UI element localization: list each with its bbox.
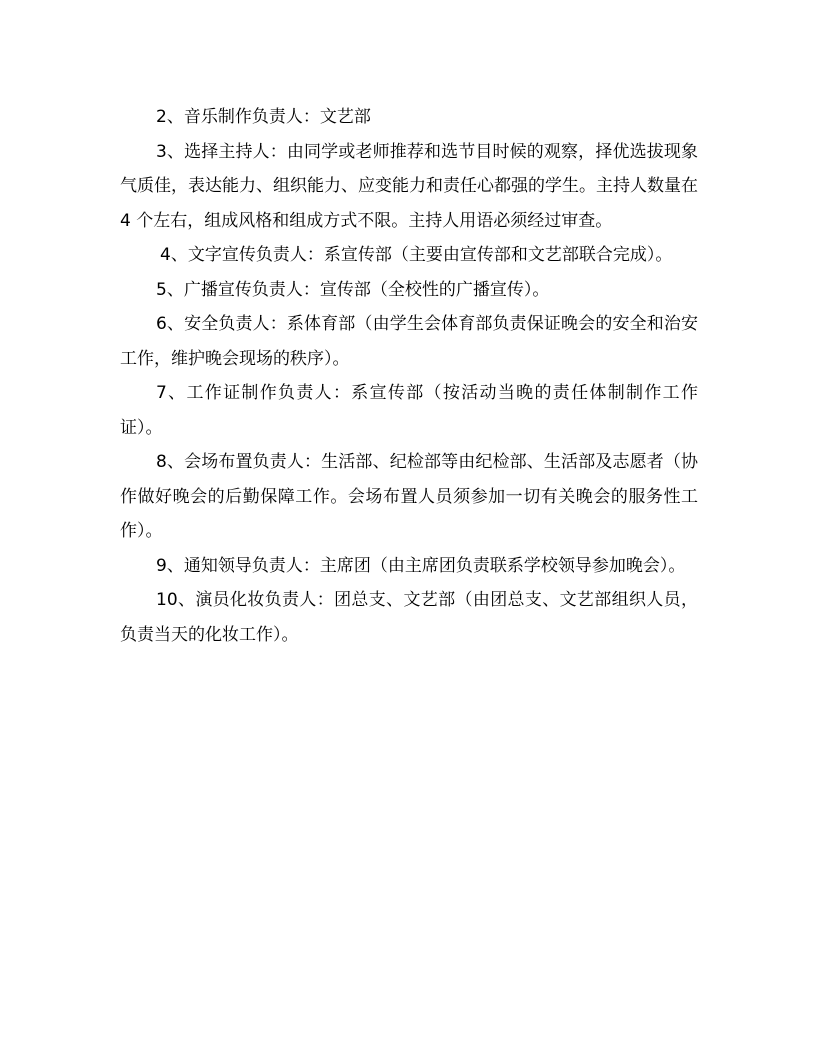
paragraph-item-6: 6、安全负责人：系体育部（由学生会体育部负责保证晚会的安全和治安工作，维护晚会现场的秩序）。 <box>120 314 698 369</box>
paragraph-item-2: 2、音乐制作负责人：文艺部 <box>156 107 371 127</box>
paragraph-item-9: 9、通知领导负责人：主席团（由主席团负责联系学校领导参加晚会）。 <box>156 555 686 576</box>
paragraph-item-8: 8、会场布置负责人：生活部、纪检部等由纪检部、生活部及志愿者（协作做好晚会的后勤保障工作。会场布置人员须参加一切有关晚会的服务性工作）。 <box>120 452 698 541</box>
document-body <box>120 100 698 652</box>
paragraph-item-5: 5、广播宣传负责人：宣传部（全校性的广播宣传）。 <box>156 279 550 300</box>
paragraph-item-4: 4、文字宣传负责人：系宣传部（主要由宣传部和文艺部联合完成）。 <box>160 245 673 265</box>
paragraph-item-10: 10、演员化妆负责人：团总支、文艺部（由团总支、文艺部组织人员，负责当天的化妆工作）。 <box>120 590 698 645</box>
paragraph-item-7: 7、工作证制作负责人：系宣传部（按活动当晚的责任体制制作工作证）。 <box>120 383 698 438</box>
paragraph-item-3: 3、选择主持人：由同学或老师推荐和选节目时候的观察，择优选拔现象气质佳，表达能力、组织能力、应变能力和责任心都强的学生。主持人数量在 4 个左右，组成风格和组成方式不限。主持人用语必须经过审查。 <box>120 141 698 231</box>
